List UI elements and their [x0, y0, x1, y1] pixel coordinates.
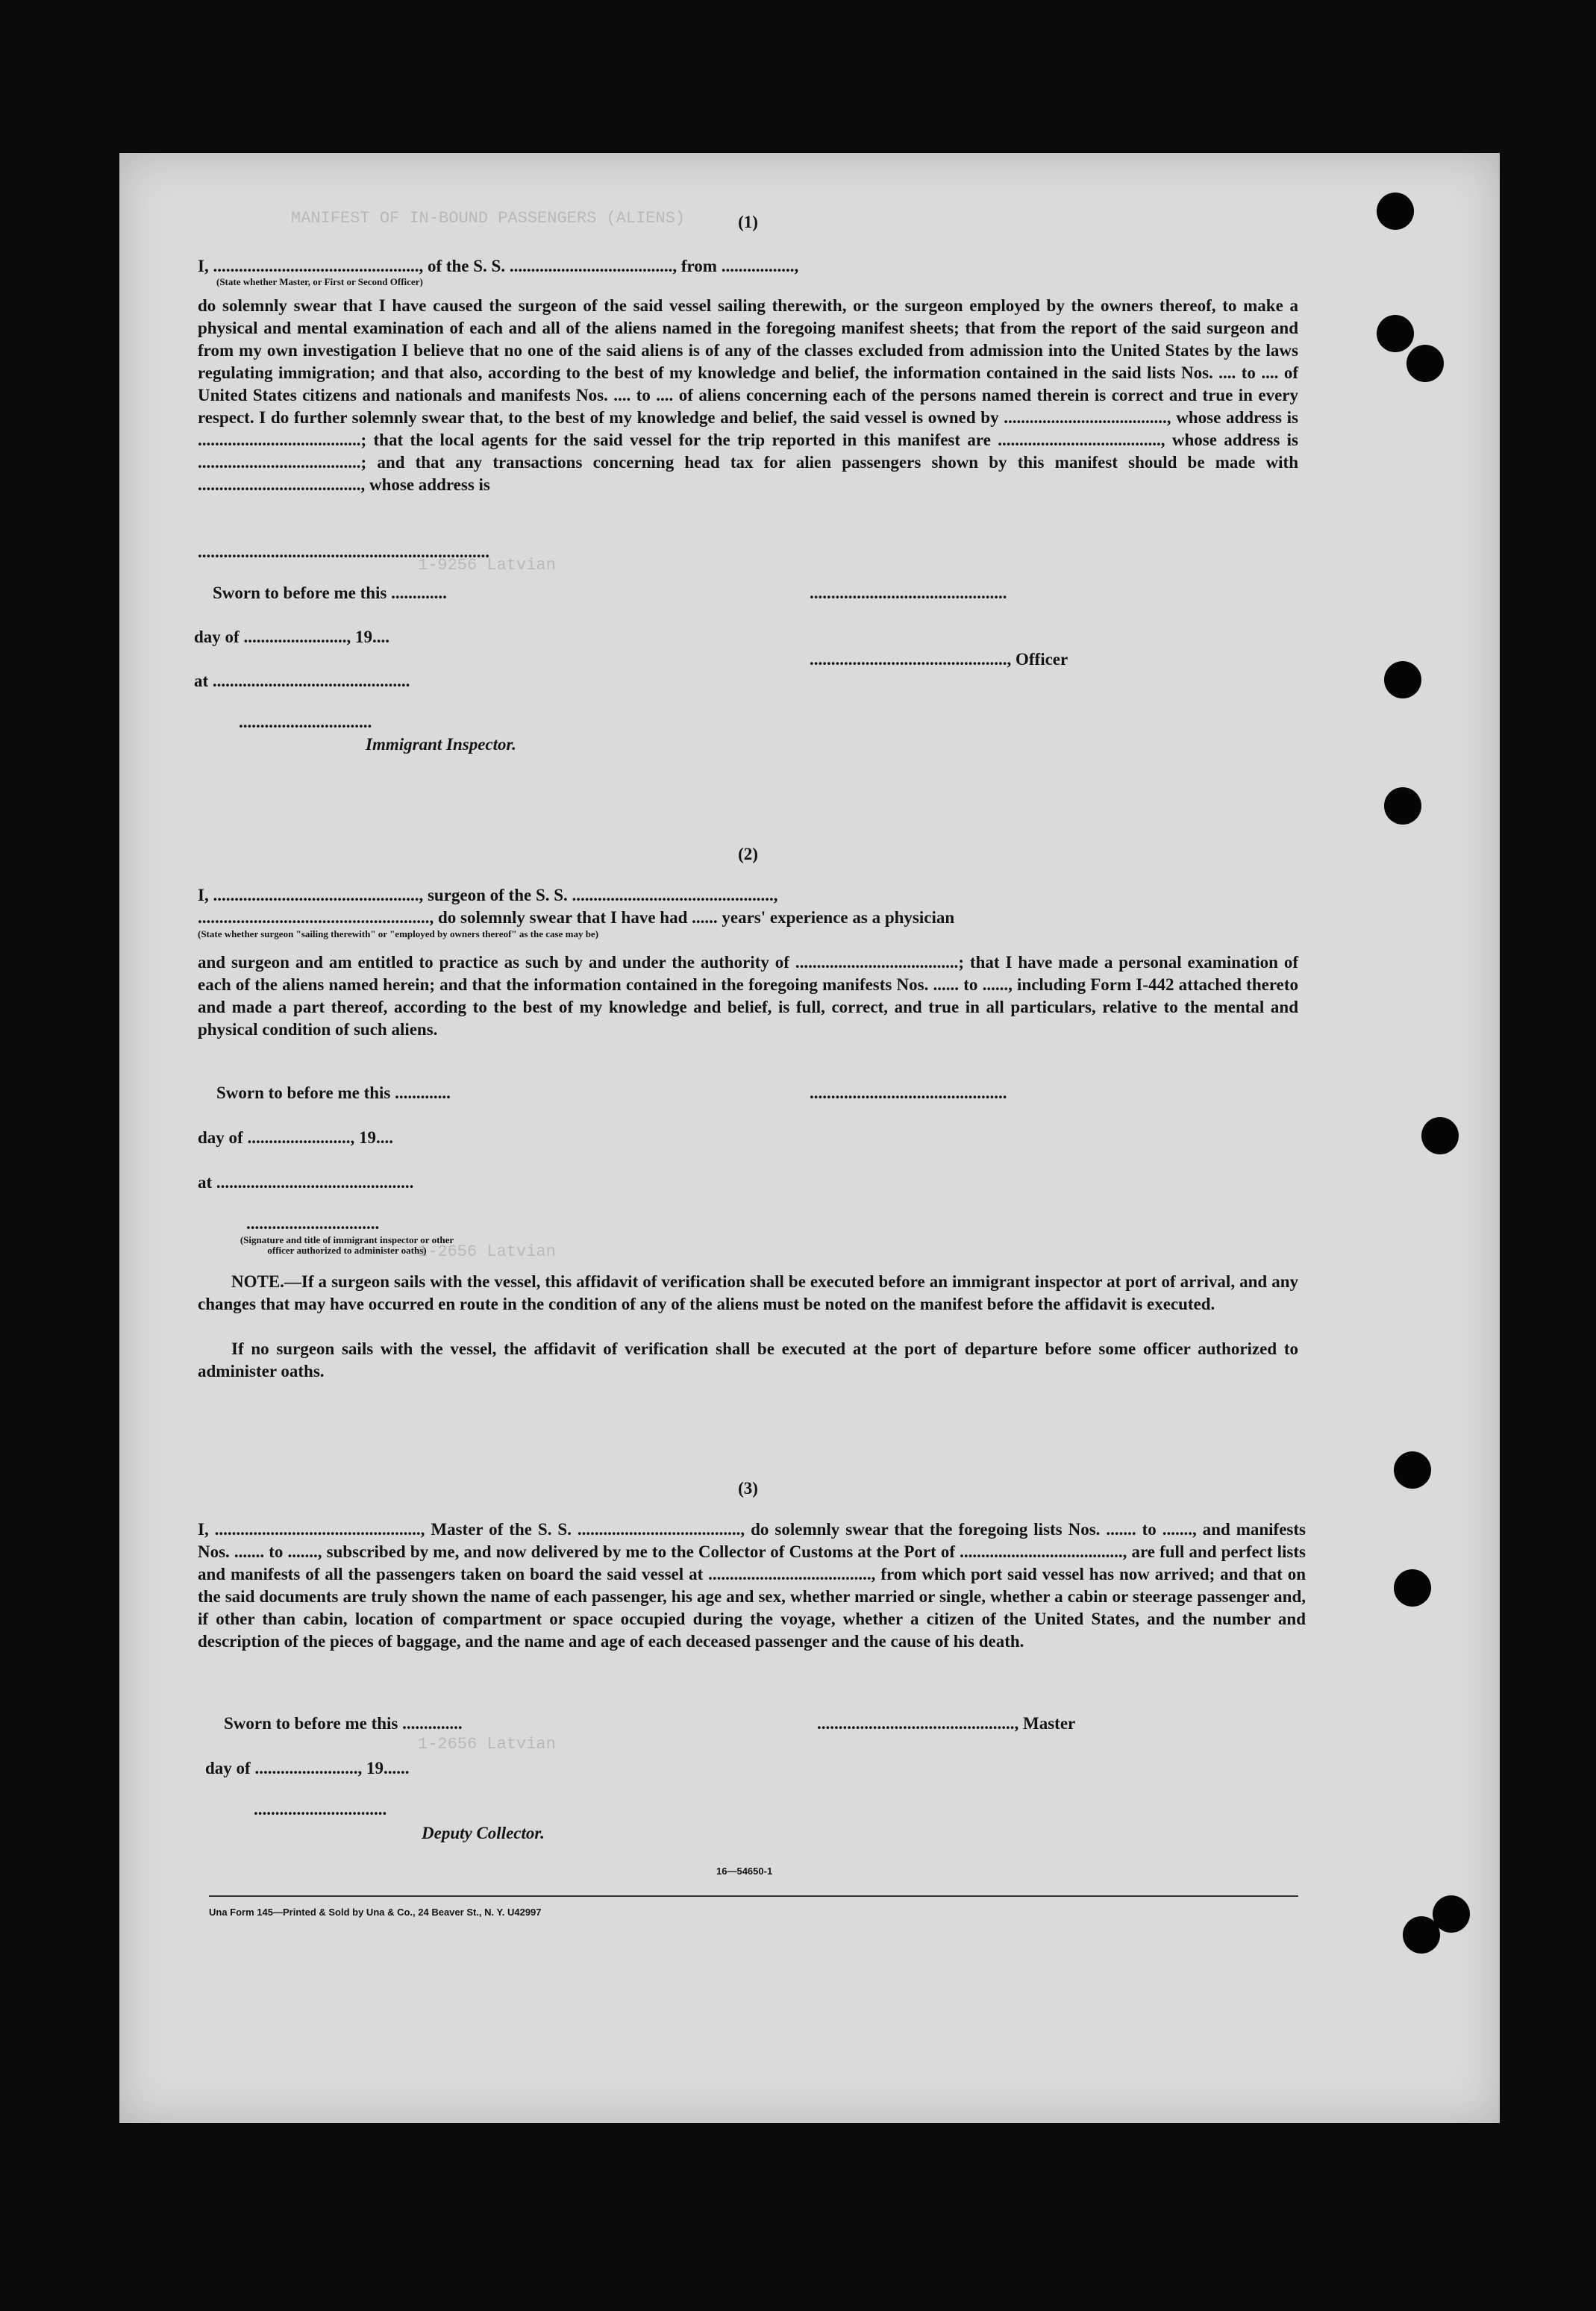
- section-1-line1: I, ................................................, of the S. S. ......................................, from .................,: [198, 257, 799, 275]
- bleed-through-text: 1-2656 Latvian: [418, 1242, 556, 1261]
- day-label-2: day of ........................, 19....: [198, 1128, 393, 1147]
- at-label-1: at ..............................................: [194, 672, 410, 690]
- officer-line-2: .............................................., Officer: [810, 650, 1068, 669]
- sworn-label-1: Sworn to before me this .............: [213, 584, 447, 602]
- note-paragraph-2: If no surgeon sails with the vessel, the affidavit of verification shall be executed at the port of departure before some officer authorized to administer oaths.: [198, 1339, 1298, 1380]
- master-note: (State whether Master, or First or Second Officer): [216, 276, 423, 287]
- section-1-dots: ....................................................................: [198, 542, 489, 561]
- punch-hole: [1403, 1916, 1440, 1954]
- punch-hole: [1377, 315, 1414, 352]
- section-1-body: do solemnly swear that I have caused the surgeon of the said vessel sailing therewith, or the surgeon employed by the owners thereof, to make a physical and mental examination of each and all of the aliens named in the foregoing manifest sheets; that from the report of the said surgeon and from my own investigation I believe that no one of the said aliens is of any of the classes excluded from admission into the United States by the laws regulating immigration; and that also, according to the best of my knowledge and belief, the information contained in the said lists Nos. .... to .... of United States citizens and nationals and manifests Nos. .... to .... of aliens concerning each of the persons named therein is correct and true in every respect. I do further solemnly swear that, to the best of my knowledge and belief, the said vessel is owned by ......................................, whose address is ......................................; that the local agents for the said vessel for the trip reported in this manifest are ......................................, whose address is ......................................; and that any transactions concerning head tax for alien passengers shown by this manifest should be made with ......................................, whose address is: [198, 296, 1298, 494]
- officer-line-1: ..............................................: [810, 584, 1007, 602]
- section-1-number: (1): [738, 213, 758, 231]
- signature-note-2: (Signature and title of immigrant inspector or other officer authorized to administer oaths): [240, 1234, 454, 1256]
- punch-hole: [1384, 787, 1421, 825]
- sworn-label-2: Sworn to before me this .............: [216, 1083, 451, 1102]
- signature-line-3: ...............................: [254, 1800, 387, 1819]
- at-label-2: at ..............................................: [198, 1173, 414, 1192]
- footer-rule: [209, 1895, 1298, 1897]
- section-2-body: and surgeon and am entitled to practice as such by and under the authority of ......................................; that I have made a personal examination of each of the aliens named herein; and that the information contained in the foregoing manifests Nos. ...... to ......, including Form I-442 attached thereto and made a part thereof, according to the best of my knowledge and belief, is full, correct, and true in all particulars, relative to the mental and physical condition of such aliens.: [198, 953, 1298, 1039]
- section-2-line2: ......................................................, do solemnly swear that I have had ...... years' experience as a physician: [198, 908, 955, 927]
- bleed-through-text: 1-2656 Latvian: [418, 1735, 556, 1754]
- surgeon-signature-line: ..............................................: [810, 1083, 1007, 1102]
- punch-hole: [1406, 345, 1444, 382]
- manifest-sheet: [119, 153, 1500, 2123]
- note-paragraph-1: NOTE.—If a surgeon sails with the vessel, this affidavit of verification shall be executed before an immigrant inspector at port of arrival, and any changes that may have occurred en route in the condition of any of the aliens must be noted on the manifest before the affidavit is executed.: [198, 1272, 1298, 1313]
- master-signature-line: .............................................., Master: [817, 1714, 1076, 1733]
- day-label-3: day of ........................, 19......: [205, 1759, 410, 1777]
- punch-hole: [1377, 193, 1414, 230]
- section-2-line1: I, ................................................, surgeon of the S. S. ...............................................,: [198, 886, 778, 904]
- day-label-1: day of ........................, 19....: [194, 628, 389, 646]
- punch-hole: [1394, 1451, 1431, 1489]
- deputy-collector-label: Deputy Collector.: [422, 1824, 545, 1842]
- signature-line-1: ...............................: [239, 713, 372, 731]
- surgeon-note: (State whether surgeon "sailing therewith" or "employed by owners thereof" as the case may be): [198, 928, 599, 939]
- signature-line-2: ...............................: [246, 1214, 380, 1233]
- bleed-through-text: 1-9256 Latvian: [418, 556, 556, 575]
- immigrant-inspector-label: Immigrant Inspector.: [366, 735, 516, 754]
- punch-hole: [1421, 1117, 1459, 1154]
- sworn-label-3: Sworn to before me this ..............: [224, 1714, 463, 1733]
- form-code: 16—54650-1: [716, 1866, 773, 1877]
- section-3-number: (3): [738, 1479, 758, 1498]
- punch-hole: [1394, 1569, 1431, 1607]
- printer-credit: Una Form 145—Printed & Sold by Una & Co., 24 Beaver St., N. Y. U42997: [209, 1907, 542, 1918]
- section-3-body: I, ................................................, Master of the S. S. ......................................, do solemnly swear that the foregoing lists Nos. ....... to ......., and manifests Nos. ....... to ......., subscribed by me, and now delivered by me to the Collector of Customs at the Port of ......................................, are full and perfect lists and manifests of all the passengers taken on board the said vessel at ......................................, from which port said vessel has now arrived; and that on the said documents are truly shown the name of each passenger, his age and sex, whether married or single, whether a cabin or steerage passenger and, if other than cabin, location of compartment or space occupied during the voyage, whether a citizen of the United States, and the number and description of the pieces of baggage, and the name and age of each deceased passenger and the cause of his death.: [198, 1520, 1306, 1651]
- bleed-through-text: MANIFEST OF IN-BOUND PASSENGERS (ALIENS): [291, 209, 686, 228]
- punch-hole: [1384, 661, 1421, 698]
- section-2-number: (2): [738, 845, 758, 863]
